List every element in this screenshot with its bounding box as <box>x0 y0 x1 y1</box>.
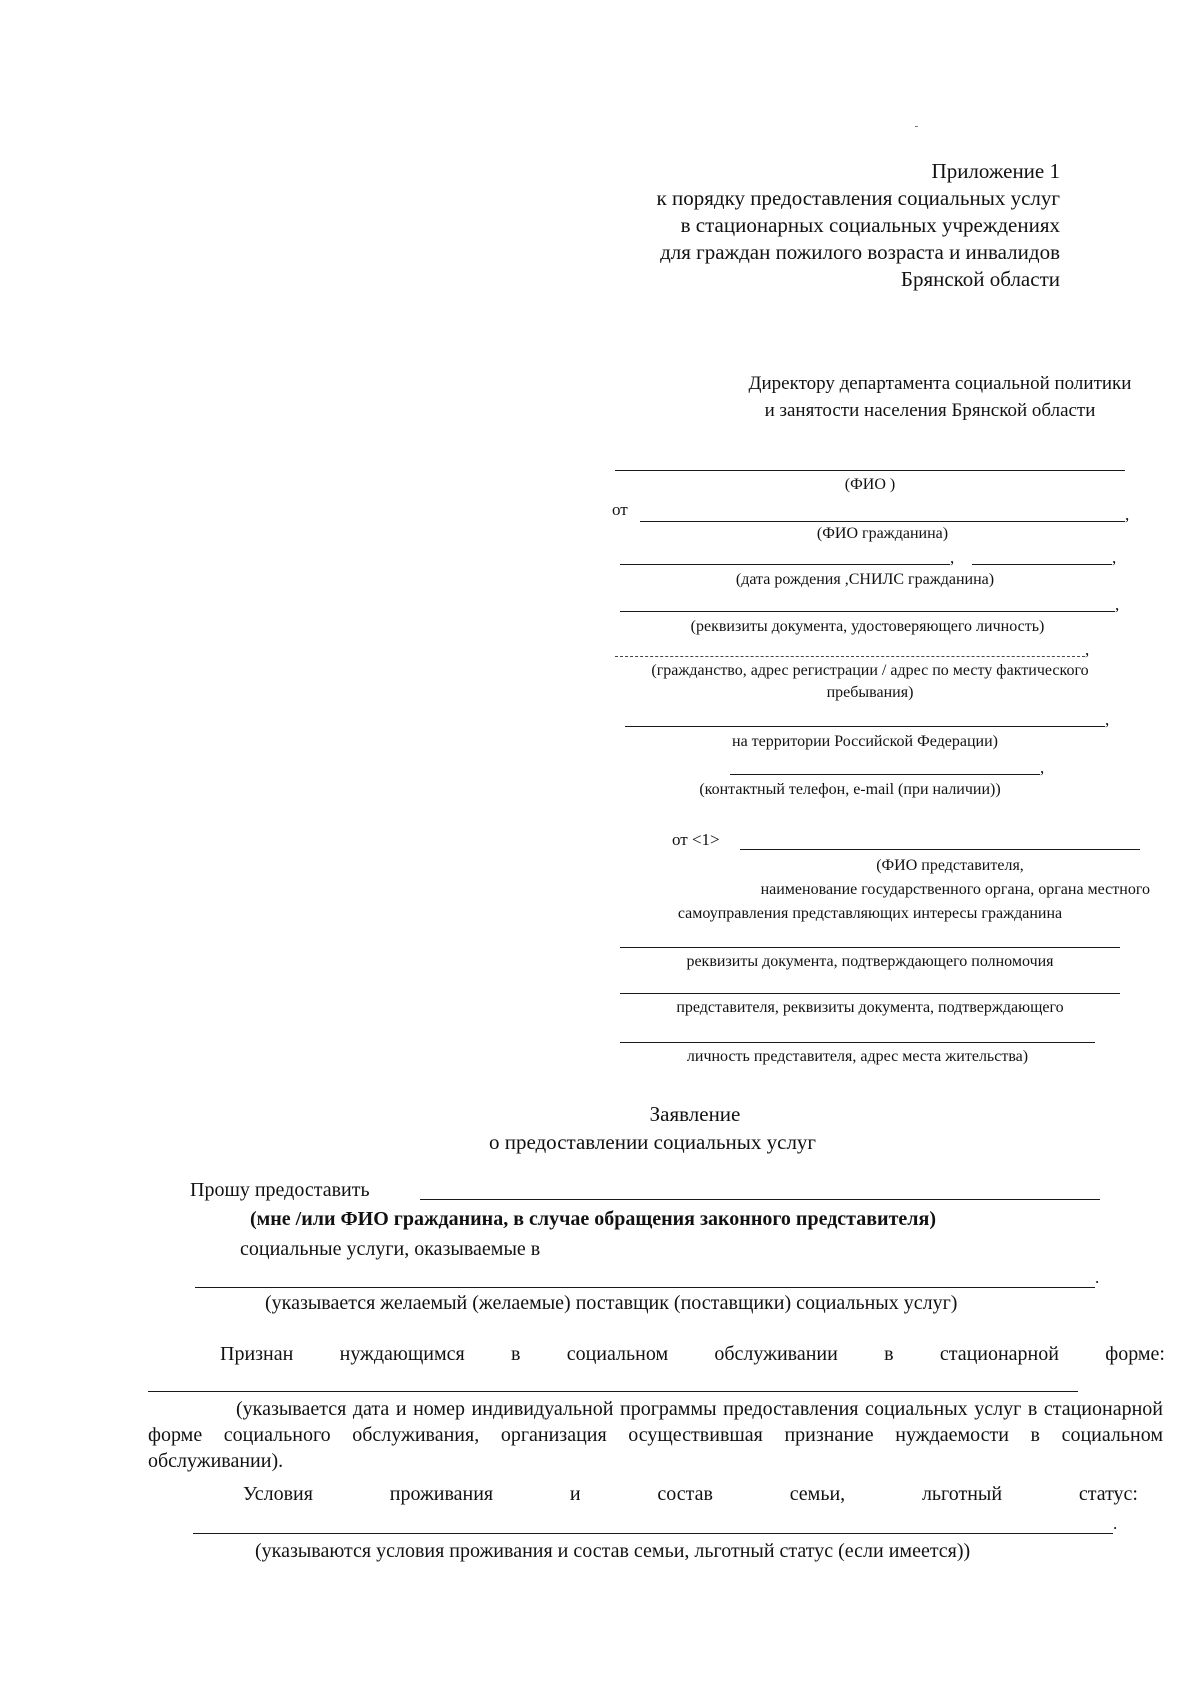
period: . <box>1113 1514 1118 1533</box>
citizen-fio-caption: (ФИО гражданина) <box>816 525 949 542</box>
word: проживания <box>389 1483 494 1505</box>
conditions-line[interactable] <box>193 1533 1113 1534</box>
appendix-line-2: к порядку предоставления социальных услуг <box>656 186 1060 210</box>
request-label: Прошу предоставить <box>190 1179 370 1201</box>
id-document-line[interactable] <box>620 611 1115 612</box>
appendix-line-3: в стационарных социальных учреждениях <box>680 213 1060 237</box>
provider-line[interactable] <box>195 1287 1095 1288</box>
address-caption-1: (гражданство, адрес регистрации / адрес по месту фактического <box>651 662 1089 679</box>
fio-line[interactable] <box>615 470 1125 471</box>
rep-document-caption: реквизиты документа, подтверждающего полномочия <box>686 953 1054 970</box>
program-text: (указывается дата и номер индивидуальной программы предоставления социальных услуг в стационарной форме социального обслуживания, организация осуществившая признание нуждаемости в социальном обслуживании). <box>148 1398 1163 1472</box>
word: социальном <box>566 1343 669 1365</box>
comma: , <box>1125 505 1130 524</box>
contact-line[interactable] <box>730 774 1040 775</box>
fio-caption: (ФИО ) <box>844 476 896 493</box>
appendix-title: Приложение 1 <box>931 159 1060 183</box>
request-line[interactable] <box>420 1199 1100 1200</box>
rep-identity-caption: личность представителя, адрес места жительства) <box>686 1048 1029 1065</box>
word: форме: <box>1105 1343 1165 1365</box>
from-rep-label: от <1> <box>672 830 720 849</box>
citizen-fio-line[interactable] <box>640 521 1125 522</box>
comma: , <box>950 548 955 567</box>
word: состав <box>657 1483 713 1505</box>
word: семьи, <box>789 1483 846 1505</box>
rep-document-caption-2: представителя, реквизиты документа, подтверждающего <box>676 999 1064 1016</box>
period: . <box>1095 1268 1100 1287</box>
services-line: социальные услуги, оказываемые в <box>240 1238 541 1260</box>
address-line[interactable] <box>615 656 1085 657</box>
id-document-caption: (реквизиты документа, удостоверяющего личность) <box>690 618 1045 635</box>
snils-line[interactable] <box>972 564 1112 565</box>
appendix-line-5: Брянской области <box>900 267 1060 291</box>
territory-line[interactable] <box>625 726 1105 727</box>
from-label: от <box>612 500 628 519</box>
addressee-line-1: Директору департамента социальной политики <box>748 373 1132 394</box>
conditions-caption: (указываются условия проживания и состав семьи, льготный статус (если имеется)) <box>255 1540 971 1562</box>
statement-title: Заявление <box>649 1102 741 1126</box>
request-caption: (мне /или ФИО гражданина, в случае обращения законного представителя) <box>250 1208 936 1230</box>
birth-snils-caption: (дата рождения ,СНИЛС гражданина) <box>735 571 995 588</box>
conditions-row <box>243 1481 1138 1507</box>
rep-caption-1: (ФИО представителя, <box>876 857 1024 874</box>
rep-caption-3: самоуправления представляющих интересы гражданина <box>677 905 1063 922</box>
word: нуждающимся <box>339 1343 465 1365</box>
provider-caption: (указывается желаемый (желаемые) поставщик (поставщики) социальных услуг) <box>265 1292 958 1314</box>
rep-caption-2: наименование государственного органа, органа местного <box>760 881 1150 898</box>
comma: , <box>1105 710 1110 729</box>
word: Условия <box>243 1483 313 1505</box>
word: Признан <box>220 1343 294 1365</box>
contact-caption: (контактный телефон, e-mail (при наличии)) <box>699 781 1001 798</box>
address-caption-2: пребывания) <box>826 684 914 701</box>
word: статус: <box>1078 1483 1138 1505</box>
word: льготный <box>921 1483 1003 1505</box>
word: обслуживании <box>714 1343 838 1365</box>
word: стационарной <box>939 1343 1059 1365</box>
word: и <box>569 1483 581 1505</box>
statement-subtitle: о предоставлении социальных услуг <box>488 1130 817 1154</box>
appendix-line-4: для граждан пожилого возраста и инвалидов <box>660 240 1060 264</box>
word: в <box>510 1343 521 1365</box>
addressee-line-2: и занятости населения Брянской области <box>764 400 1096 421</box>
program-line[interactable] <box>148 1391 1078 1392</box>
word: в <box>884 1343 894 1365</box>
scan-speck <box>915 126 918 127</box>
rep-document-line-2[interactable] <box>620 993 1120 994</box>
rep-document-line[interactable] <box>620 947 1120 948</box>
comma: , <box>1040 758 1045 777</box>
comma: , <box>1115 595 1120 614</box>
comma: , <box>1085 640 1090 659</box>
territory-caption: на территории Российской Федерации) <box>732 733 998 750</box>
rep-identity-line[interactable] <box>620 1042 1095 1043</box>
birth-date-line[interactable] <box>620 564 950 565</box>
recognized-row <box>220 1341 1165 1367</box>
representative-fio-line[interactable] <box>740 849 1140 850</box>
comma: , <box>1112 548 1117 567</box>
